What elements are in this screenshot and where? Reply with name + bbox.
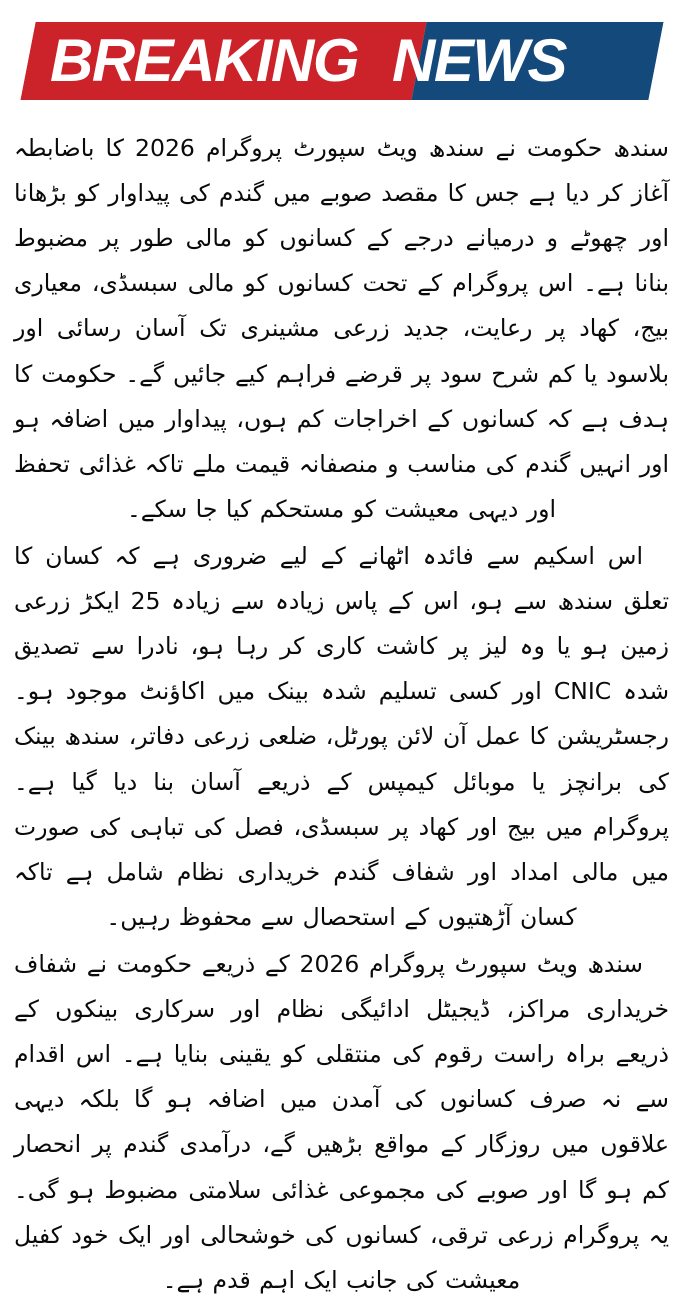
article-paragraph-2: اس اسکیم سے فائدہ اٹھانے کے لیے ضروری ہے کہ کسان کا تعلق سندھ سے ہو، اس کے پاس زیادہ سے زیادہ 25 ایکڑ زرعی زمین ہو یا وہ لیز پر کاشت کاری کر رہا ہو، نادرا سے تصدیق شدہ CNIC اور کسی تسلیم شدہ بینک میں اکاؤنٹ موجود ہو۔ رجسٹریشن کا عمل آن لائن پورٹل، ضلعی زرعی دفاتر، سندھ بینک کی برانچز یا موبائل کیمپس کے ذریعے آسان بنا دیا گیا ہے۔ پروگرام میں بیج اور کھاد پر سبسڈی، فصل کی تباہی کی صورت میں مالی امداد اور شفاف گندم خریداری نظام شامل ہے تاکہ کسان آڑھتیوں کے استحصال سے محفوظ رہیں۔ xyxy=(14,541,670,931)
article-body xyxy=(0,122,683,1303)
banner-shape xyxy=(20,22,663,100)
banner-word-news: NEWS xyxy=(392,27,567,94)
banner-word-breaking: BREAKING xyxy=(50,27,359,94)
banner-red-panel xyxy=(20,22,426,100)
article-paragraph-3: سندھ ویٹ سپورٹ پروگرام 2026 کے ذریعے حکومت نے شفاف خریداری مراکز، ڈیجیٹل ادائیگی نظام اور سرکاری بینکوں کے ذریعے براہ راست رقوم کی منتقلی کو یقینی بنایا ہے۔ اس اقدام سے نہ صرف کسانوں کی آمدن میں اضافہ ہو گا بلکہ دیہی علاقوں میں روزگار کے مواقع بڑھیں گے، درآمدی گندم پر انحصار کم ہو گا اور صوبے کی مجموعی غذائی سلامتی مضبوط ہو گی۔ یہ پروگرام زرعی ترقی، کسانوں کی خوشحالی اور ایک خود کفیل معیشت کی جانب ایک اہم قدم ہے۔ xyxy=(14,949,669,1294)
banner-blue-panel xyxy=(411,22,664,100)
breaking-news-banner xyxy=(0,0,683,122)
article-paragraph-1: سندھ حکومت نے سندھ ویٹ سپورٹ پروگرام 2026 کا باضابطہ آغاز کر دیا ہے جس کا مقصد صوبے میں گندم کی پیداوار کو بڑھانا اور چھوٹے و درمیانے درجے کے کسانوں کو مالی طور پر مضبوط بنانا ہے۔ اس پروگرام کے تحت کسانوں کو مالی سبسڈی، معیاری بیج، کھاد پر رعایت، جدید زرعی مشینری تک آسان رسائی اور بلاسود یا کم شرح سود پر قرضے فراہم کیے جائیں گے۔ حکومت کا ہدف ہے کہ کسانوں کے اخراجات کم ہوں، پیداوار میں اضافہ ہو اور انہیں گندم کی مناسب و منصفانہ قیمت ملے تاکہ غذائی تحفظ اور دیہی معیشت کو مستحکم کیا جا سکے۔ xyxy=(14,134,669,523)
